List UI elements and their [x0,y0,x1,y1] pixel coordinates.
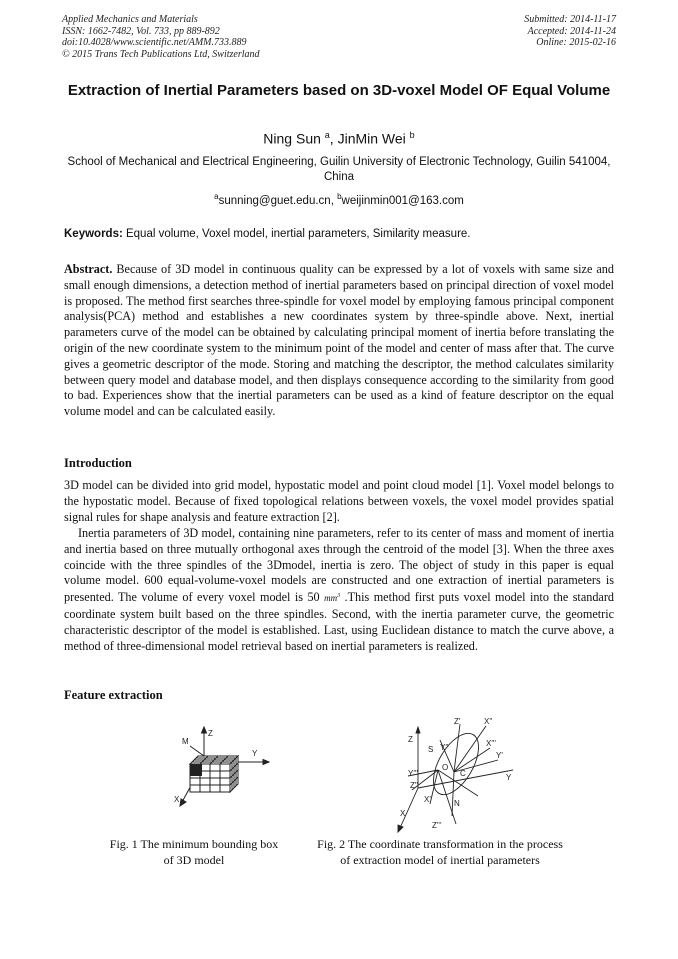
figure-2-caption [304,836,576,868]
journal-header [62,14,260,60]
fig2-label-z1: Z' [454,717,461,726]
keywords-text: Equal volume, Voxel model, inertial parameters, Similarity measure. [122,228,471,240]
fig2-label-y1: Y' [496,751,503,760]
copyright-line: © 2015 Trans Tech Publications Ltd, Switzerland [62,48,260,60]
figure-1-caption-line-2: of 3D model [163,853,225,867]
fig1-label-m: M [182,737,189,746]
fig1-filled-voxels [190,764,202,776]
introduction-p2-part-b: .This method first puts voxel model into the standard coordinate system built based on the three spindles. Second, with the inertia parameter curve, the geometric characteristic descriptor of the model is established. Last, using Euclidean distance to match the curve above, a method of three-dimensional model retrieval based on inertial parameters is realized. [64,590,614,653]
abstract-text: Because of 3D model in continuous quality can be expressed by a lot of voxels with same size and small enough dimensions, a detection method of inertial parameters based on principal direction of voxel model is proposed. The method first searches three-spindle for voxel model by employing famous principal component analysis(PCA) method and establishes a new coordinates system by three-spindle above. Next, inertial parameters curve of the model can be obtained by calculating principal moment of inertia before translating the origin of the new coordinate system to the minimum point of the model and center of mass after that. The curve gives a geometric descriptor of the mode. Storing and matching the descriptor, the method calculates similarity between query model and database model, and then displays consequence according to the similarity from good to bad. Experiences show that the inertial parameters can be used as a kind of feature descriptor on the equal volume model and can be calculated easily. [64,262,614,419]
journal-name: Applied Mechanics and Materials [62,14,198,25]
fig2-label-y3: Y''' [408,769,418,778]
fig2-label-z: Z [408,735,413,744]
fig1-label-y: Y [252,749,258,758]
fig2-label-n: N [454,799,460,808]
keywords-label: Keywords: [64,228,123,240]
fig2-label-x2: X''' [486,739,496,748]
abstract-label: Abstract. [64,262,113,276]
fig2-label-x3: X' [424,795,431,804]
paper-title: Extraction of Inertial Parameters based on 3D-voxel Model OF Equal Volume [67,82,611,99]
online-date: Online: 2015-02-16 [536,37,616,49]
fig2-label-c: C [460,769,466,778]
author-separator: , [329,130,338,147]
figure-1-caption-line-1: Fig. 1 The minimum bounding box [109,837,279,851]
fig1-m-pointer [190,746,204,756]
author-2-sup: b [409,130,415,140]
email-separator: , [330,194,338,207]
fig1-label-z: Z [208,729,213,738]
submitted-date: Submitted: 2014-11-17 [524,14,616,25]
email-b-sup: b [337,192,342,201]
fig2-label-x1: X'' [484,717,493,726]
fig2-label-z2: Z'' [410,781,418,790]
figure-1-caption [98,836,290,868]
fig2-label-s: S [428,745,434,754]
fig2-label-y: Y [506,773,512,782]
feature-extraction-heading: Feature extraction [64,688,163,702]
fig1-label-x: X [174,795,180,804]
affiliation: School of Mechanical and Electrical Engineering, Guilin University of Electronic Technology, Guilin 541004, China [67,156,611,183]
dates-header [524,14,616,49]
introduction-p2-part-a: Inertia parameters of 3D model, containing nine parameters, refer to its center of mass and moment of inertia and inertia based on three mutually orthogonal axes through the centroid of the model [3]. When the three axes coincide with the three spindles of the 3Dmodel, inertia is zero. The object of study in this paper is equal volume model. 600 equal-volume-voxel models are constructed and one extraction of inertial parameters is presented. The volume of every voxel model is 50 [64,526,614,605]
fig2-label-z3: Z''' [432,821,442,830]
fig2-x-axis [400,788,418,828]
doi-line: doi:10.4028/www.scientific.net/AMM.733.889 [62,37,247,49]
figure-2-caption-line-2: of extraction model of inertial parameters [340,853,540,867]
author-2: JinMin Wei [337,130,406,147]
email-b[interactable]: weijinmin001@163.com [341,194,464,207]
issn-line: ISSN: 1662-7482, Vol. 733, pp 889-892 [62,25,220,37]
figure-2-coordinate-transformation [368,708,518,836]
emails [62,192,616,207]
accepted-date: Accepted: 2014-11-24 [527,25,616,37]
volume-unit-text: mm [324,593,338,604]
email-a[interactable]: sunning@guet.edu.cn [218,194,331,207]
keywords [64,228,616,240]
introduction-paragraph-1: 3D model can be divided into grid model, hypostatic model and point cloud model [1]. Voxel model belongs to the hypostatic model. Because of fixed topological relations between voxels, the voxel model provides spatial signal rules for shape analysis and feature extraction [2]. [64,478,614,524]
volume-unit [324,593,340,603]
email-a-sup: a [214,192,219,201]
introduction-paragraph-2 [64,526,614,654]
author-1-sup: a [324,130,330,140]
authors [62,130,616,147]
fig2-label-o: O [442,763,449,772]
author-1: Ning Sun [263,130,321,147]
abstract [64,262,614,420]
fig2-label-y2: Y'' [440,743,449,752]
fig2-label-x: X [400,809,406,818]
figure-1-bounding-box [168,722,270,812]
introduction-heading: Introduction [64,456,132,470]
figure-2-caption-line-1: Fig. 2 The coordinate transformation in the process [317,837,563,851]
volume-unit-sup: 3 [337,593,341,600]
